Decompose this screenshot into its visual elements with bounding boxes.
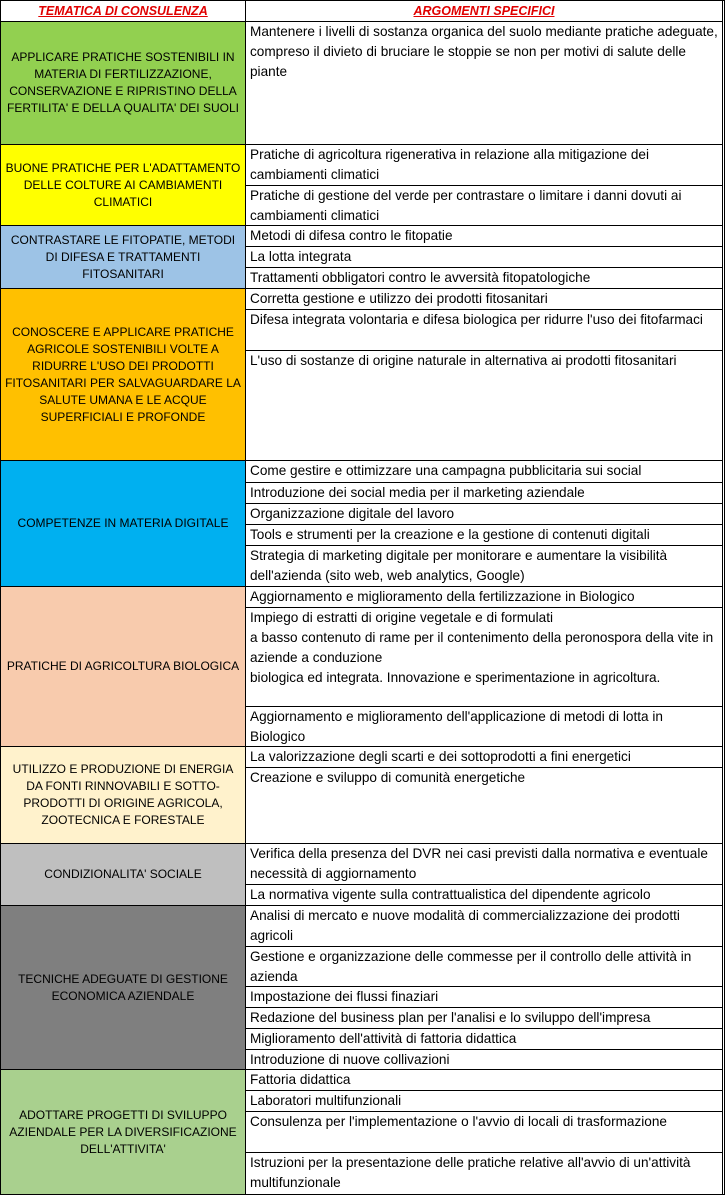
topic-cell [0,586,246,747]
item-text: Pratiche di gestione del verde per contrastare o limitare i danni dovuti ai cambiamenti climatici [250,188,682,223]
item-text: Metodi di difesa contro le fitopatie [250,228,453,243]
item-cell [245,946,723,987]
item-text: Tools e strumenti per la creazione e la gestione di contenuti digitali [250,527,650,542]
topic-label: TECNICHE ADEGUATE DI GESTIONE ECONOMICA AZIENDALE [18,971,228,1003]
item-text: La normativa vigente sulla contrattualistica del dipendente agricolo [250,887,651,902]
topic-label: CONTRASTARE LE FITOPATIE, METODI DI DIFESA E TRATTAMENTI FITOSANITARI [10,232,236,281]
header-left-label: TEMATICA DI CONSULENZA [38,4,208,18]
item-text: Impiego di estratti di origine vegetale e di formulati a basso contenuto di rame per il contenimento della peronospora della vite in aziende a conduzione biologica ed integrata. Innovazione e sperimentazione in agricoltura. [250,610,714,685]
item-text: Organizzazione digitale del lavoro [250,506,455,521]
topic-cell [0,288,246,461]
item-cell [245,309,723,351]
item-cell [245,545,723,587]
item-cell [245,767,723,844]
item-cell [245,503,723,525]
item-text: Verifica della presenza del DVR nei casi previsti dalla normativa e eventuale necessità di aggiornamento [250,846,708,881]
item-text: L'uso di sostanze di origine naturale in alternativa ai prodotti fitosanitari [250,353,677,368]
item-text: Redazione del business plan per l'analisi e lo sviluppo dell'impresa [250,1010,651,1025]
item-text: Miglioramento dell'attività di fattoria didattica [250,1031,517,1046]
item-text: Trattamenti obbligatori contro le avversità fitopatologiche [250,270,591,285]
item-text: Aggiornamento e miglioramento della fertilizzazione in Biologico [250,589,635,604]
item-text: Corretta gestione e utilizzo dei prodotti fitosanitari [250,291,548,306]
topic-label: APPLICARE PRATICHE SOSTENIBILI IN MATERIA DI FERTILIZZAZIONE, CONSERVAZIONE E RIPRISTINO DELLA FERTILITA' E DELLA QUALITA' DEI SUOLI [7,50,239,115]
item-cell [245,586,723,608]
item-cell [245,607,723,707]
item-text: Aggiornamento e miglioramento dell'applicazione di metodi di lotta in Biologico [250,709,663,744]
item-cell [245,288,723,310]
header-right [245,0,723,22]
item-text: Fattoria didattica [250,1072,351,1087]
topic-label: PRATICHE DI AGRICOLTURA BIOLOGICA [6,659,240,673]
item-cell [245,185,723,226]
item-cell [245,884,723,906]
item-cell [245,1090,723,1112]
item-text: Introduzione di nuove collivazioni [250,1052,450,1067]
topic-cell [0,843,246,906]
header-right-label: ARGOMENTI SPECIFICI [413,4,555,18]
item-cell [245,460,723,483]
item-cell [245,905,723,947]
item-text: Laboratori multifunzionali [250,1093,402,1108]
item-cell [245,482,723,504]
topic-cell [0,144,246,226]
item-cell [245,350,723,461]
topic-cell [0,460,246,587]
topic-label: CONOSCERE E APPLICARE PRATICHE AGRICOLE SOSTENIBILI VOLTE A RIDURRE L'USO DEI PRODOTTI FITOSANITARI PER SALVAGUARDARE LA SALUTE UMANA E LE ACQUE SUPERFICIALI E PROFONDE [5,324,241,424]
item-text: Difesa integrata volontaria e difesa biologica per ridurre l'uso dei fitofarmaci [250,312,703,327]
topic-cell [0,905,246,1070]
item-cell [245,1049,723,1070]
topic-cell [0,21,246,145]
item-text: Creazione e sviluppo di comunità energetiche [250,770,526,785]
header-left [0,0,246,22]
item-cell [245,843,723,885]
item-text: Gestione e organizzazione delle commesse per il controllo delle attività in azienda [250,949,692,984]
topic-cell [0,746,246,844]
item-cell [245,1152,723,1195]
topic-label: UTILIZZO E PRODUZIONE DI ENERGIA DA FONTI RINNOVABILI E SOTTO-PRODOTTI DI ORIGINE AGRICOLA, ZOOTECNICA E FORESTALE [12,762,234,827]
item-text: Strategia di marketing digitale per monitorare e aumentare la visibilità dell'azienda (sito web, web analytics, Google) [250,548,668,583]
topic-label: CONDIZIONALITA' SOCIALE [44,867,202,881]
item-cell [245,1028,723,1050]
item-cell [245,267,723,289]
item-cell [245,986,723,1008]
item-cell [245,246,723,268]
topic-cell [0,1069,246,1195]
item-text: La lotta integrata [250,249,352,264]
item-cell [245,1007,723,1029]
item-text: Impostazione dei flussi finaziari [250,989,439,1004]
item-cell [245,1111,723,1153]
item-text: Analisi di mercato e nuove modalità di commercializzazione dei prodotti agricoli [250,908,680,943]
topic-label: BUONE PRATICHE PER L'ADATTAMENTO DELLE COLTURE AI CAMBIAMENTI CLIMATICI [5,160,241,209]
item-cell [245,524,723,546]
item-cell [245,706,723,747]
item-text: Istruzioni per la presentazione delle pratiche relative all'avvio di un'attività multifunzionale [250,1155,691,1190]
item-text: La valorizzazione degli scarti e dei sottoprodotti a fini energetici [250,749,631,764]
item-text: Introduzione dei social media per il marketing aziendale [250,485,585,500]
item-cell [245,225,723,247]
item-text: Consulenza per l'implementazione o l'avvio di locali di trasformazione [250,1114,667,1129]
item-cell [245,746,723,768]
topic-label: COMPETENZE IN MATERIA DIGITALE [17,516,229,530]
topic-label: ADOTTARE PROGETTI DI SVILUPPO AZIENDALE PER LA DIVERSIFICAZIONE DELL'ATTIVITA' [9,1107,237,1156]
item-text: Come gestire e ottimizzare una campagna pubblicitaria sui social [250,463,642,478]
item-cell [245,1069,723,1091]
item-text: Pratiche di agricoltura rigenerativa in relazione alla mitigazione dei cambiamenti climatici [250,147,649,182]
item-text: Mantenere i livelli di sostanza organica del suolo mediante pratiche adeguate, compreso il divieto di bruciare le stoppie se non per motivi di salute delle piante [250,24,718,79]
item-cell [245,144,723,186]
topic-cell [0,225,246,289]
item-cell [245,21,723,145]
